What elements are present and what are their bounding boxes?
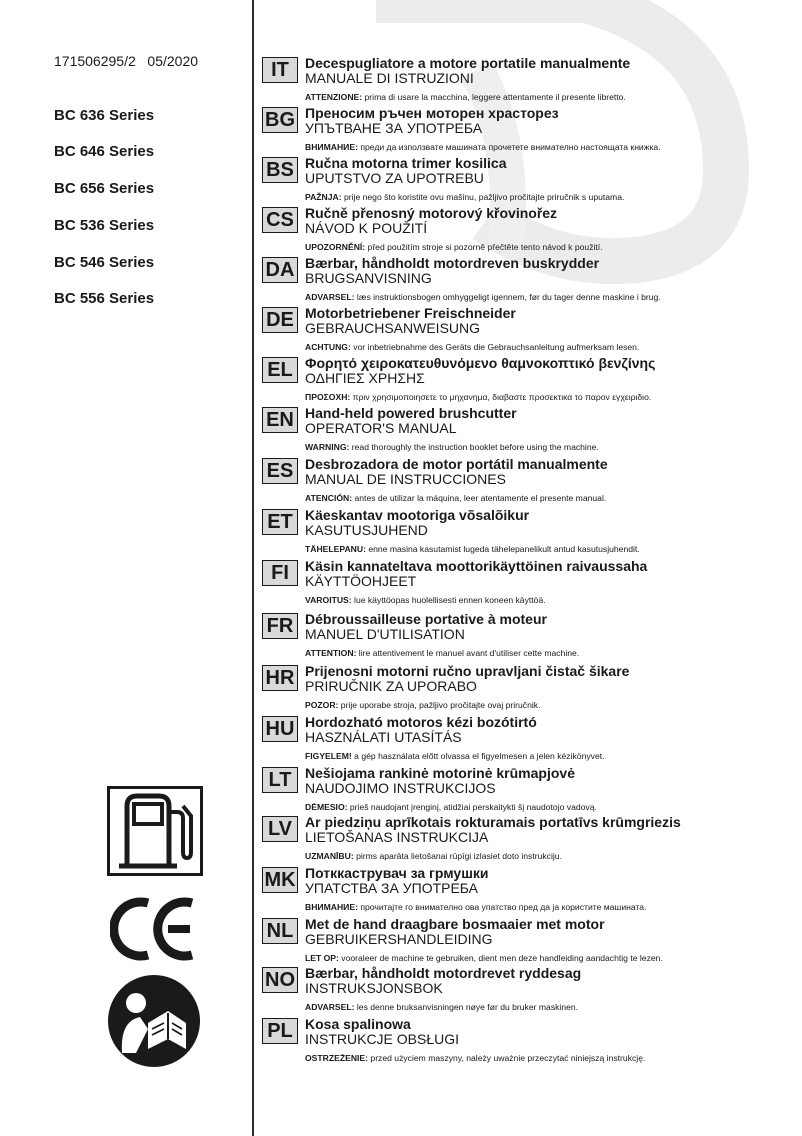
warning-line [305, 493, 606, 503]
warning-line [305, 802, 597, 812]
manual-title: NÁVOD K POUŽITÍ [305, 220, 428, 236]
manual-title: ΟΔΗΓΙΕΣ ΧΡΗΣΗΣ [305, 370, 425, 386]
series-label: BC 546 Series [54, 254, 155, 271]
manual-title: HASZNÁLATI UTASÍTÁS [305, 729, 462, 745]
ce-mark-icon [110, 893, 200, 970]
warning-text: lire attentivement le manuel avant d'utiliser cette machine. [356, 648, 580, 658]
language-block-it [262, 56, 802, 108]
warning-text: prieš naudojant įrenginį, atidžiai perskaitykti šį naudotojo vadovą. [347, 802, 597, 812]
language-block-pl [262, 1017, 802, 1069]
product-title: Käsin kannateltava moottorikäyttöinen raivaussaha [305, 558, 648, 574]
warning-label: PAŽNJA: [305, 192, 342, 202]
product-title: Decespugliatore a motore portatile manualmente [305, 55, 631, 71]
series-label: BC 536 Series [54, 217, 155, 234]
warning-text: a gép használata előtt olvassa el figyelmesen a jelen kézikönyvet. [351, 751, 605, 761]
manual-title: KASUTUSJUHEND [305, 522, 428, 538]
warning-label: DĖMESIO: [305, 802, 348, 812]
language-block-hu [262, 715, 802, 767]
language-code-badge: PL [262, 1018, 298, 1044]
warning-line [305, 392, 651, 402]
language-code-badge: FI [262, 560, 298, 586]
language-code-badge: CS [262, 207, 298, 233]
product-title: Потккаструвач за грмушки [305, 865, 489, 881]
warning-text: les denne bruksanvisningen nøye før du bruker maskinen. [354, 1002, 579, 1012]
warning-label: VAROITUS: [305, 595, 352, 605]
warning-text: pirms aparāta lietošanai rūpīgi izlasiet doto instrukciju. [353, 851, 562, 861]
warning-line [305, 342, 639, 352]
warning-text: enne masina kasutamist lugeda tähelepanelikult antud kasutusjuhendit. [365, 544, 640, 554]
warning-label: POZOR: [305, 700, 339, 710]
manual-title: OPERATOR'S MANUAL [305, 420, 457, 436]
manual-title: УПАТСТВА ЗА УПОТРЕБА [305, 880, 479, 896]
warning-line [305, 292, 661, 302]
language-block-et [262, 508, 802, 560]
product-title: Ručna motorna trimer kosilica [305, 155, 507, 171]
warning-line [305, 544, 640, 554]
warning-text: vooraleer de machine te gebruiken, dient men deze handleiding aandachtig te lezen. [338, 953, 663, 963]
column-divider [252, 0, 254, 1136]
manual-title: LIETOŠANAS INSTRUKCIJA [305, 829, 489, 845]
manual-title: УПЪТВАНЕ ЗА УПОТРЕБА [305, 120, 483, 136]
series-label: BC 556 Series [54, 290, 155, 307]
warning-label: ACHTUNG: [305, 342, 351, 352]
language-block-cs [262, 206, 802, 258]
manual-title: UPUTSTVO ZA UPOTREBU [305, 170, 484, 186]
warning-text: прочитајте го внимателно ова упатство пред да ја користите машината. [357, 902, 647, 912]
warning-text: преди да използвате машината прочетете внимателно настоящата книжка. [357, 142, 661, 152]
warning-text: πριν χρησιμοποιησετε το μηχανημα, διαβαστε προσεκτικα το παρον εγχειριδιο. [350, 392, 652, 402]
language-block-da [262, 256, 802, 308]
language-code-badge: EN [262, 407, 298, 433]
warning-label: WARNING: [305, 442, 350, 452]
product-title: Ar piedziņu aprīkotais rokturamais portatīvs krūmgriezis [305, 814, 681, 830]
warning-text: przed użyciem maszyny, należy uważnie przeczytać niniejszą instrukcję. [368, 1053, 646, 1063]
language-code-badge: HR [262, 665, 298, 691]
language-block-no [262, 966, 802, 1018]
manual-title: GEBRAUCHSANWEISUNG [305, 320, 481, 336]
warning-label: ADVARSEL: [305, 1002, 355, 1012]
language-code-badge: NL [262, 918, 298, 944]
language-block-nl [262, 917, 802, 969]
language-code-badge: DA [262, 257, 298, 283]
product-title: Преносим ръчен моторен храсторез [305, 105, 559, 121]
product-title: Motorbetriebener Freischneider [305, 305, 516, 321]
read-manual-icon [106, 973, 202, 1074]
warning-label: OSTRZEŻENIE: [305, 1053, 369, 1063]
warning-label: UZMANĪBU: [305, 851, 354, 861]
warning-line [305, 648, 579, 658]
warning-label: UPOZORNĚNÍ: [305, 242, 366, 252]
language-code-badge: ET [262, 509, 298, 535]
warning-label: ADVARSEL: [305, 292, 355, 302]
document-code: 171506295/2 05/2020 [54, 53, 199, 69]
warning-text: read thoroughly the instruction booklet before using the machine. [349, 442, 599, 452]
warning-text: prije nego što koristite ovu mašinu, pažljivo pročitajte priručnik s uputama. [341, 192, 625, 202]
warning-text: před použitím stroje si pozorně přečtěte tento návod k použití. [365, 242, 603, 252]
series-label: BC 646 Series [54, 143, 155, 160]
warning-line [305, 1053, 645, 1063]
product-title: Nešiojama rankinė motorinė krūmapjovė [305, 765, 575, 781]
manual-title: KÄYTTÖOHJEET [305, 573, 417, 589]
warning-text: vor inbetriebnahme des Geräts die Gebrauchsanleitung aufmerksam lesen. [350, 342, 640, 352]
warning-label: ΠΡΟΣΟΧΗ: [305, 392, 351, 402]
language-block-bs [262, 156, 802, 208]
product-title: Débroussailleuse portative à moteur [305, 611, 547, 627]
product-title: Prijenosni motorni ručno upravljani čistač šikare [305, 663, 630, 679]
warning-text: antes de utilizar la máquina, leer atentamente el presente manual. [352, 493, 607, 503]
language-code-badge: FR [262, 613, 298, 639]
language-block-lv [262, 815, 802, 867]
manual-title: MANUEL D'UTILISATION [305, 626, 465, 642]
product-title: Hordozható motoros kézi bozótirtó [305, 714, 537, 730]
series-label: BC 636 Series [54, 107, 155, 124]
manual-title: GEBRUIKERSHANDLEIDING [305, 931, 493, 947]
warning-line [305, 751, 605, 761]
language-block-de [262, 306, 802, 358]
language-code-badge: LT [262, 767, 298, 793]
language-code-badge: MK [262, 867, 298, 893]
language-code-badge: DE [262, 307, 298, 333]
manual-title: MANUAL DE INSTRUCCIONES [305, 471, 506, 487]
warning-text: læs instruktionsbogen omhyggeligt igennem, før du tager denne maskine i brug. [354, 292, 661, 302]
warning-text: prije uporabe stroja, pažljivo pročitajte ovaj priručnik. [338, 700, 541, 710]
warning-line [305, 595, 546, 605]
warning-label: TÄHELEPANU: [305, 544, 366, 554]
product-title: Met de hand draagbare bosmaaier met motor [305, 916, 605, 932]
warning-text: lue käyttöopas huolellisesti ennen koneen käyttöä. [351, 595, 546, 605]
manual-title: BRUGSANVISNING [305, 270, 432, 286]
product-title: Bærbar, håndholdt motordreven buskrydder [305, 255, 600, 271]
language-code-badge: ES [262, 458, 298, 484]
product-title: Käeskantav mootoriga võsalõikur [305, 507, 530, 523]
language-code-badge: BG [262, 107, 298, 133]
warning-label: ATENCIÓN: [305, 493, 353, 503]
language-block-lt [262, 766, 802, 818]
warning-line [305, 902, 646, 912]
language-code-badge: LV [262, 816, 298, 842]
language-code-badge: BS [262, 157, 298, 183]
warning-label: LET OP: [305, 953, 339, 963]
warning-line [305, 142, 661, 152]
product-title: Ručně přenosný motorový křovinořez [305, 205, 558, 221]
product-title: Φορητό χειροκατευθυνόμενο θαμνοκοπτικό βενζίνης [305, 355, 656, 371]
warning-label: FIGYELEM! [305, 751, 352, 761]
warning-label: ATTENZIONE: [305, 92, 363, 102]
left-column [0, 0, 252, 1136]
warning-line [305, 700, 540, 710]
language-block-fi [262, 559, 802, 611]
warning-label: ATTENTION: [305, 648, 357, 658]
manual-title: PRIRUČNIK ZA UPORABO [305, 678, 477, 694]
language-block-en [262, 406, 802, 458]
language-code-badge: HU [262, 716, 298, 742]
product-title: Hand-held powered brushcutter [305, 405, 517, 421]
language-code-badge: IT [262, 57, 298, 83]
warning-label: ВНИМАНИЕ: [305, 142, 358, 152]
language-code-badge: NO [262, 967, 298, 993]
language-code-badge: EL [262, 357, 298, 383]
warning-line [305, 92, 626, 102]
product-title: Desbrozadora de motor portátil manualmente [305, 456, 608, 472]
language-block-hr [262, 664, 802, 716]
warning-line [305, 192, 624, 202]
language-block-mk [262, 866, 802, 918]
fuel-pump-icon [107, 786, 203, 881]
language-block-bg [262, 106, 802, 158]
manual-title: NAUDOJIMO INSTRUKCIJOS [305, 780, 496, 796]
warning-label: ВНИМАНИЕ: [305, 902, 358, 912]
warning-line [305, 851, 562, 861]
manual-title: INSTRUKCJE OBSŁUGI [305, 1031, 460, 1047]
language-block-el [262, 356, 802, 408]
warning-line [305, 242, 603, 252]
warning-text: prima di usare la macchina, leggere attentamente il presente libretto. [362, 92, 626, 102]
warning-line [305, 953, 663, 963]
product-title: Kosa spalinowa [305, 1016, 411, 1032]
warning-line [305, 1002, 578, 1012]
product-title: Bærbar, håndholdt motordrevet ryddesag [305, 965, 582, 981]
warning-line [305, 442, 599, 452]
language-block-fr [262, 612, 802, 664]
series-label: BC 656 Series [54, 180, 155, 197]
manual-title: MANUALE DI ISTRUZIONI [305, 70, 474, 86]
language-block-es [262, 457, 802, 509]
manual-title: INSTRUKSJONSBOK [305, 980, 443, 996]
